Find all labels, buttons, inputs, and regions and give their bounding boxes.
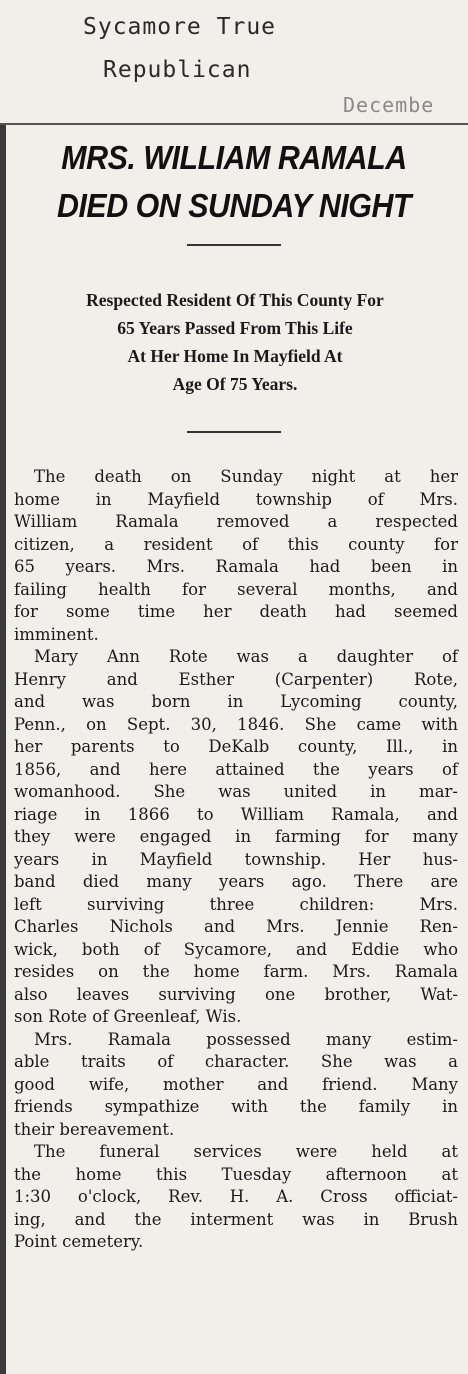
body-line: ing, and the interment was in Brush: [14, 1209, 458, 1229]
subheadline-deck: [6, 286, 464, 398]
body-line: their bereavement.: [14, 1119, 175, 1139]
headline-line-1: MRS. WILLIAM RAMALA: [61, 139, 407, 176]
body-line: friends sympathize with the family in: [14, 1097, 458, 1116]
body-line: William Ramala removed a respected: [14, 512, 458, 531]
deck-divider: [187, 431, 281, 433]
body-line: good wife, mother and friend. Many: [14, 1074, 458, 1094]
body-line: Penn., on Sept. 30, 1846. She came with: [14, 714, 458, 734]
body-line: womanhood. She was united in mar-: [14, 782, 458, 801]
body-line: son Rote of Greenleaf, Wis.: [14, 1007, 242, 1026]
body-line: wick, both of Sycamore, and Eddie who: [14, 939, 458, 959]
body-line: the home this Tuesday afternoon at: [14, 1164, 458, 1184]
deck-line: At Her Home In Mayfield At: [127, 346, 343, 366]
body-line: Point cemetery.: [14, 1232, 144, 1251]
deck-line: Respected Resident Of This County For: [86, 290, 384, 310]
body-line: left surviving three children: Mrs.: [14, 894, 458, 914]
deck-line: 65 Years Passed From This Life: [117, 318, 353, 338]
article-body: [14, 466, 458, 1254]
headline-line-2: DIED ON SUNDAY NIGHT: [56, 187, 412, 224]
deck-line: Age Of 75 Years.: [172, 374, 298, 394]
body-line: 65 years. Mrs. Ramala had been in: [14, 557, 458, 576]
handwritten-newspaper-name-continued: Republican: [103, 57, 252, 83]
body-line: 1:30 o'clock, Rev. H. A. Cross officiat-: [14, 1187, 458, 1206]
body-line: they were engaged in farming for many: [14, 827, 458, 846]
body-line: Mary Ann Rote was a daughter of: [34, 647, 458, 666]
body-line: Henry and Esther (Carpenter) Rote,: [14, 669, 458, 689]
body-line: her parents to DeKalb county, Ill., in: [14, 737, 458, 756]
body-line: riage in 1866 to William Ramala, and: [14, 804, 458, 824]
body-line: 1856, and here attained the years of: [14, 759, 458, 779]
body-line: for some time her death had seemed: [14, 602, 458, 621]
body-line: able traits of character. She was a: [14, 1052, 458, 1071]
body-line: Charles Nichols and Mrs. Jennie Ren-: [14, 917, 458, 936]
body-line: The funeral services were held at: [34, 1142, 458, 1161]
body-line: years in Mayfield township. Her hus-: [14, 849, 458, 869]
body-line: The death on Sunday night at her: [34, 467, 458, 486]
column-rule-top: [0, 123, 468, 125]
handwritten-newspaper-name: Sycamore True: [83, 14, 277, 40]
body-line: failing health for several months, and: [14, 579, 458, 599]
body-line: band died many years ago. There are: [14, 872, 458, 891]
body-line: Mrs. Ramala possessed many estim-: [34, 1029, 458, 1049]
body-line: imminent.: [14, 624, 99, 644]
body-line: home in Mayfield township of Mrs.: [14, 489, 458, 509]
body-line: citizen, a resident of this county for: [14, 534, 458, 554]
handwritten-date: Decembe: [343, 93, 435, 117]
body-line: and was born in Lycoming county,: [14, 692, 458, 711]
body-line: resides on the home farm. Mrs. Ramala: [14, 962, 458, 981]
headline-divider: [187, 244, 281, 246]
body-line: also leaves surviving one brother, Wat-: [14, 984, 458, 1004]
